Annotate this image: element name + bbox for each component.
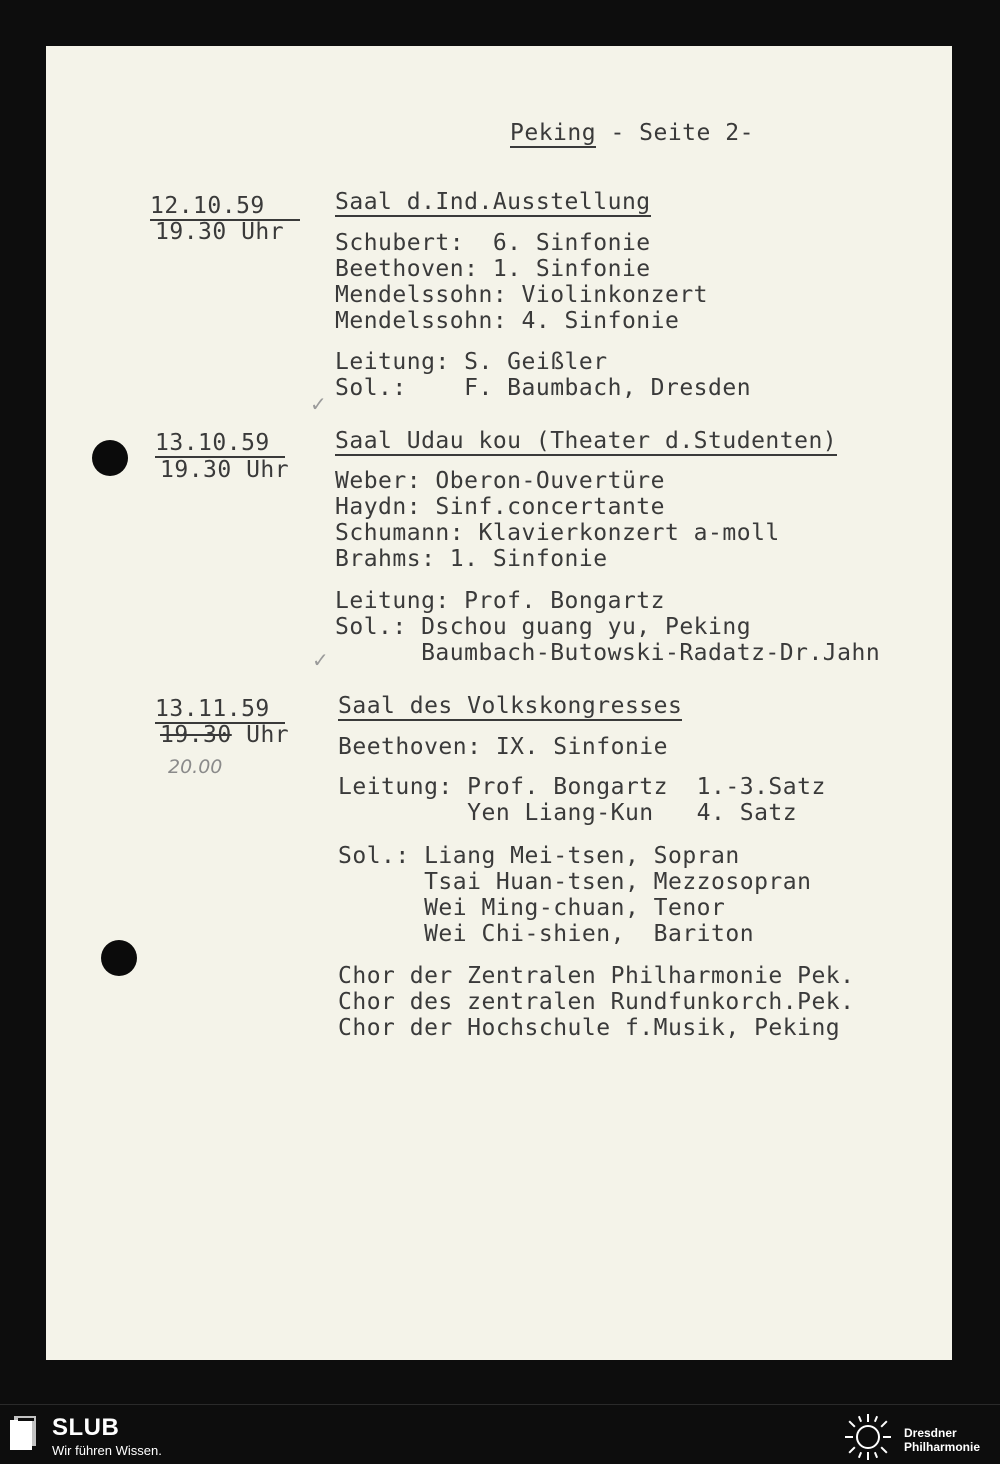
concert3-program-1: Beethoven: IX. Sinfonie <box>338 734 668 760</box>
concert2-venue-text: Saal Udau kou (Theater d.Studenten) <box>335 428 838 454</box>
concert1-program-3: Mendelssohn: Violinkonzert <box>335 282 709 308</box>
concert2-date: 13.10.59 <box>155 430 285 458</box>
concert2-program-3: Schumann: Klavierkonzert a-moll <box>335 520 780 546</box>
concert2-leitung: Leitung: Prof. Bongartz <box>335 588 665 614</box>
library-name: SLUB <box>52 1414 120 1441</box>
concert3-leitung-2: Yen Liang-Kun 4. Satz <box>338 800 798 826</box>
concert1-soloist: Sol.: F. Baumbach, Dresden <box>335 375 752 401</box>
slub-logo-icon <box>10 1416 40 1450</box>
concert3-time-unit: Uhr <box>231 722 290 748</box>
concert1-leitung: Leitung: S. Geißler <box>335 349 608 375</box>
concert2-time: 19.30 Uhr <box>160 457 290 483</box>
concert3-time-handwritten: 20.00 <box>168 756 223 778</box>
concert3-time <box>160 722 289 748</box>
concert1-program-4: Mendelssohn: 4. Sinfonie <box>335 308 680 334</box>
partner-name <box>904 1426 980 1454</box>
checkmark-icon: ✓ <box>310 392 327 416</box>
concert3-soloist-3: Wei Ming-chuan, Tenor <box>338 895 726 921</box>
concert3-date: 13.11.59 <box>155 696 285 724</box>
footer-divider <box>0 1404 1000 1405</box>
partner-name-line2: Philharmonie <box>904 1440 981 1454</box>
partner-name-line1: Dresdner <box>904 1426 957 1440</box>
page-header <box>510 120 754 146</box>
concert1-date: 12.10.59 <box>150 193 300 221</box>
concert3-choir-3: Chor der Hochschule f.Musik, Peking <box>338 1015 841 1041</box>
concert2-soloist-2: Baumbach-Butowski-Radatz-Dr.Jahn <box>335 640 881 666</box>
concert1-time: 19.30 Uhr <box>155 219 285 245</box>
concert2-program-4: Brahms: 1. Sinfonie <box>335 546 608 572</box>
concert2-program-1: Weber: Oberon-Ouvertüre <box>335 468 665 494</box>
checkmark-icon: ✓ <box>312 648 329 672</box>
header-city: Peking <box>510 120 597 146</box>
concert3-venue-text: Saal des Volkskongresses <box>338 693 683 719</box>
concert3-soloist-4: Wei Chi-shien, Bariton <box>338 921 755 947</box>
concert1-venue-text: Saal d.Ind.Ausstellung <box>335 189 651 215</box>
dresdner-philharmonie-logo-icon <box>840 1412 896 1462</box>
concert3-venue <box>338 693 682 719</box>
library-slogan: Wir führen Wissen. <box>52 1443 162 1458</box>
concert1-venue <box>335 189 651 215</box>
concert1-program-2: Beethoven: 1. Sinfonie <box>335 256 651 282</box>
concert3-choir-2: Chor des zentralen Rundfunkorch.Pek. <box>338 989 855 1015</box>
concert3-leitung-1: Leitung: Prof. Bongartz 1.-3.Satz <box>338 774 826 800</box>
header-page: - Seite 2- <box>596 120 754 146</box>
concert3-time-struck: 19.30 <box>160 722 232 748</box>
concert3-choir-1: Chor der Zentralen Philharmonie Pek. <box>338 963 855 989</box>
concert1-program-1: Schubert: 6. Sinfonie <box>335 230 651 256</box>
punch-hole-top <box>92 440 128 476</box>
concert2-venue <box>335 428 837 454</box>
concert2-soloist-1: Sol.: Dschou guang yu, Peking <box>335 614 752 640</box>
punch-hole-bottom <box>101 940 137 976</box>
concert2-program-2: Haydn: Sinf.concertante <box>335 494 665 520</box>
concert3-soloist-1: Sol.: Liang Mei-tsen, Sopran <box>338 843 740 869</box>
concert3-soloist-2: Tsai Huan-tsen, Mezzosopran <box>338 869 812 895</box>
